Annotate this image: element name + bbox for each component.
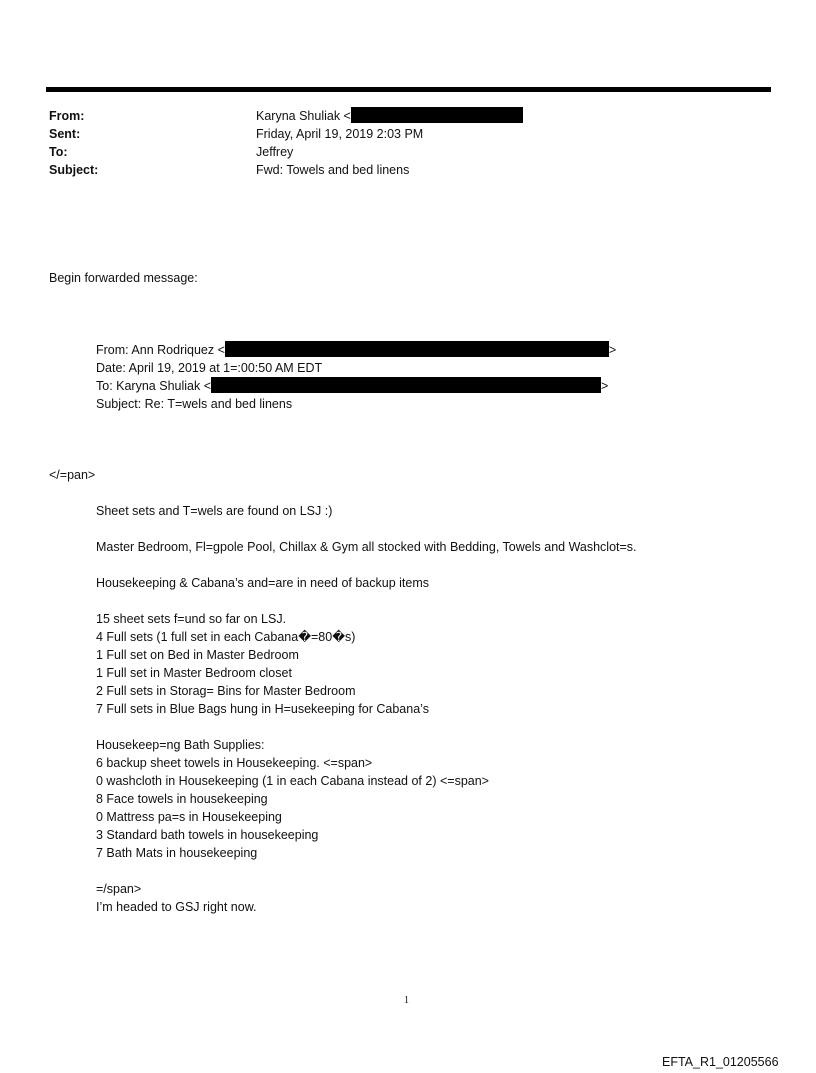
sheet-sets-line: 4 Full sets (1 full set in each Cabana�=80�s): [96, 630, 356, 644]
document-id: EFTA_R1_01205566: [662, 1055, 779, 1069]
subject-label: Subject:: [49, 163, 99, 177]
intro-text: Begin forwarded message:: [49, 271, 198, 285]
page-number: 1: [404, 995, 409, 1006]
fwd-to-end: >: [601, 379, 609, 393]
bath-supplies-line: 7 Bath Mats in housekeeping: [96, 846, 258, 860]
closing-line: I’m headed to GSJ right now.: [96, 900, 257, 914]
from-label: From:: [49, 109, 85, 123]
bath-supplies-line: Housekeep=ng Bath Supplies:: [96, 738, 265, 752]
to-value: Jeffrey: [256, 145, 294, 159]
closing-line: =/span>: [96, 882, 142, 896]
redaction-block: [351, 107, 523, 123]
fwd-to-text: To: Karyna Shuliak <: [96, 379, 211, 393]
from-value: [256, 107, 523, 125]
from-sender: Karyna Shuliak <: [256, 109, 351, 123]
fwd-subject-line: Subject: Re: T=wels and bed linens: [96, 397, 293, 411]
fwd-from-line: [96, 341, 616, 359]
sheet-sets-line: 7 Full sets in Blue Bags hung in H=usekeeping for Cabana’s: [96, 702, 429, 716]
redaction-block: [211, 377, 601, 393]
sent-label: Sent:: [49, 127, 81, 141]
sheet-sets-line: 1 Full set on Bed in Master Bedroom: [96, 648, 299, 662]
span-close-artifact: </=pan>: [49, 468, 96, 482]
header-divider: [46, 87, 771, 92]
body-line: Sheet sets and T=wels are found on LSJ :): [96, 504, 333, 518]
fwd-date-line: Date: April 19, 2019 at 1=:00:50 AM EDT: [96, 361, 323, 375]
bath-supplies-line: 0 washcloth in Housekeeping (1 in each Cabana instead of 2) <=span>: [96, 774, 489, 788]
bath-supplies-line: 0 Mattress pa=s in Housekeeping: [96, 810, 282, 824]
bath-supplies-line: 8 Face towels in housekeeping: [96, 792, 268, 806]
fwd-to-line: [96, 377, 608, 395]
sent-value: Friday, April 19, 2019 2:03 PM: [256, 127, 424, 141]
sheet-sets-line: 1 Full set in Master Bedroom closet: [96, 666, 292, 680]
body-line: Master Bedroom, Fl=gpole Pool, Chillax & Gym all stocked with Bedding, Towels and Washclot=s.: [96, 540, 637, 554]
fwd-from-text: From: Ann Rodriquez <: [96, 343, 225, 357]
bath-supplies-line: 3 Standard bath towels in housekeeping: [96, 828, 319, 842]
body-line: Housekeeping & Cabana’s and=are in need of backup items: [96, 576, 429, 590]
to-label: To:: [49, 145, 68, 159]
sheet-sets-line: 2 Full sets in Storag= Bins for Master Bedroom: [96, 684, 356, 698]
bath-supplies-line: 6 backup sheet towels in Housekeeping. <=span>: [96, 756, 373, 770]
sheet-sets-line: 15 sheet sets f=und so far on LSJ.: [96, 612, 287, 626]
redaction-block: [225, 341, 609, 357]
fwd-from-end: >: [608, 343, 617, 357]
subject-value: Fwd: Towels and bed linens: [256, 163, 410, 177]
